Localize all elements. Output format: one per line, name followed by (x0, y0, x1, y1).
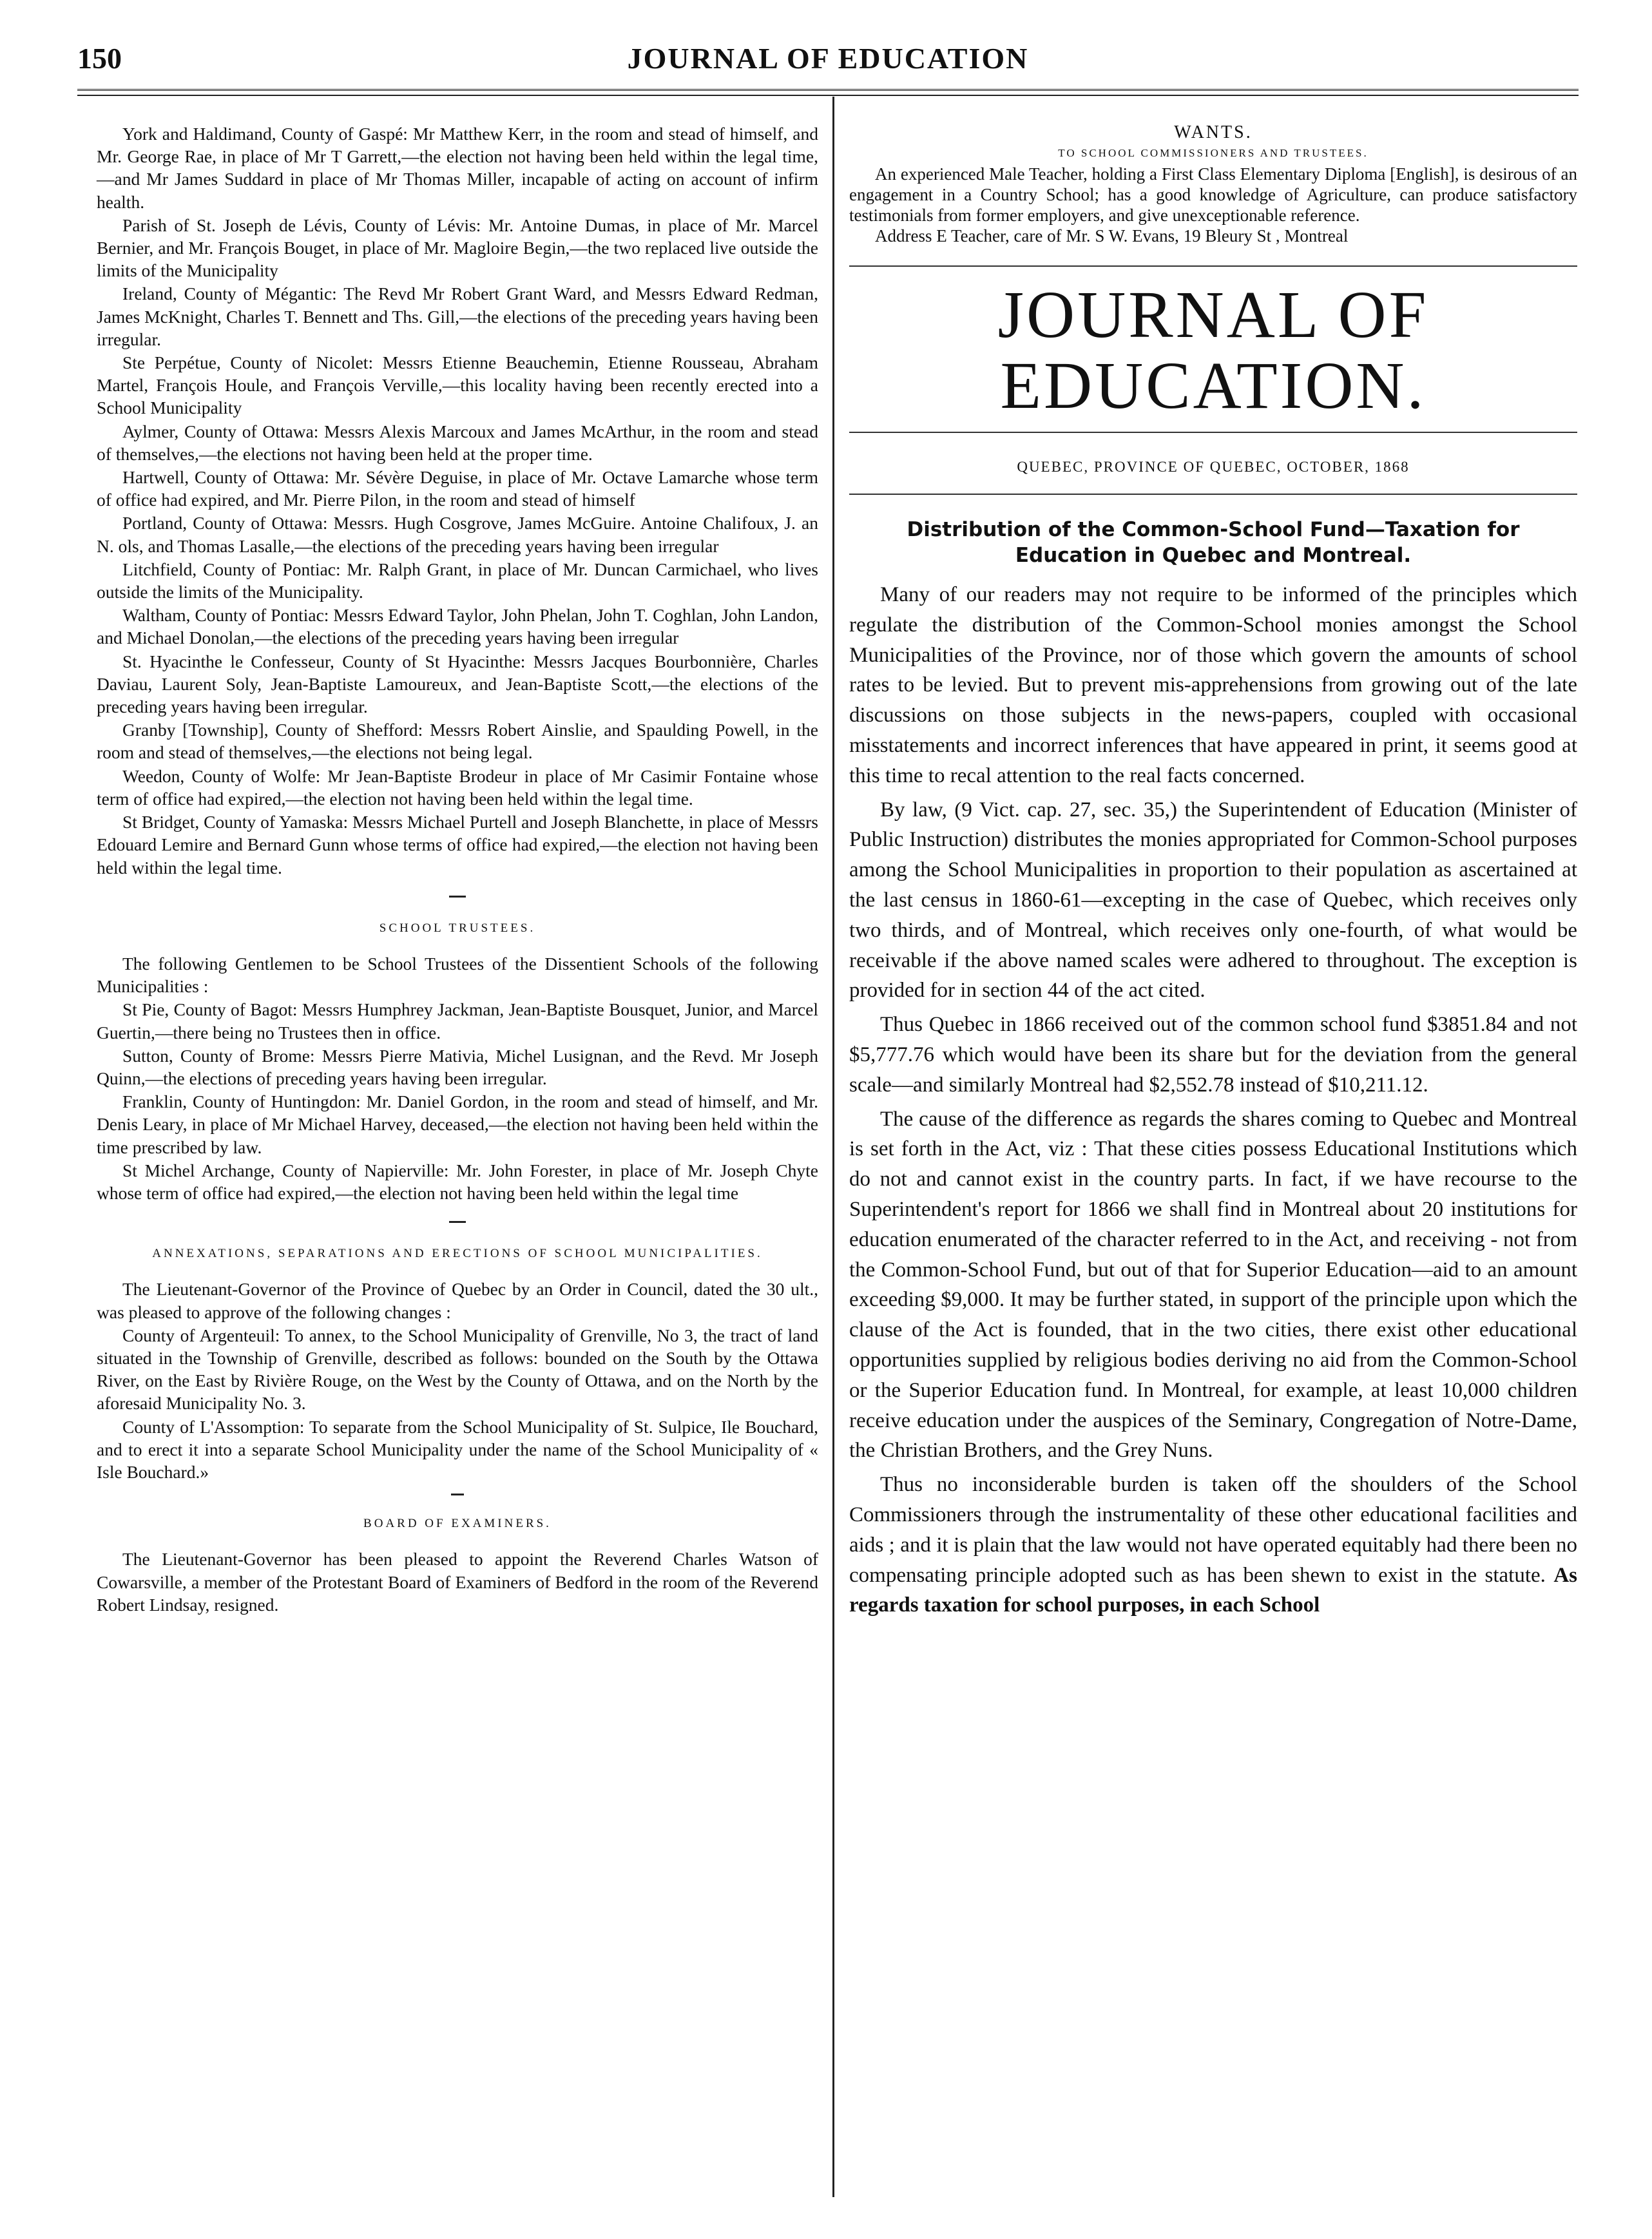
trustees-paragraph: Sutton, County of Brome: Messrs Pierre Mativia, Michel Lusignan, and the Revd. Mr Joseph Quinn,—the elections of preceding years having been irregular. (97, 1045, 818, 1088)
article-closing-bold: As regards taxation for school purposes, in each School (849, 1563, 1578, 1617)
notice-paragraph: Weedon, County of Wolfe: Mr Jean-Baptiste Brodeur in place of Mr Casimir Fontaine whose term of office had expired,—the election not having been held within the legal time. (97, 765, 818, 809)
notice-paragraph: Waltham, County of Pontiac: Messrs Edward Taylor, John Phelan, John T. Coghlan, John Landon, and Michael Donolan,—the elections of the preceding years having been irregular (97, 605, 818, 648)
article-paragraph: By law, (9 Vict. cap. 27, sec. 35,) the Superintendent of Education (Minister of Public Instruction) distributes the monies appropriated for Common-School purposes among the School Municipalities in proportion to their population as ascertained at the last census in 1860-61—excepting in the case of Quebec, which receives only two thirds, and of Montreal, which receives only one-fourth, of what would be receivable if the above named scales were adhered to throughout. The exception is provided for in section 44 of the act cited. (849, 798, 1577, 1003)
wants-title: WANTS. (1174, 122, 1253, 142)
section-separator (449, 896, 466, 898)
examiners-paragraph: The Lieutenant-Governor has been pleased to appoint the Reverend Charles Watson of Cowarsville, a member of the Protestant Board of Examiners of Bedford in the room of the Reverend Robert Lindsay, resigned. (97, 1549, 818, 1615)
notice-paragraph: St. Hyacinthe le Confesseur, County of St Hyacinthe: Messrs Jacques Bourbonnière, Charles Daviau, Laurent Soly, Jean-Baptiste Lamoureux, and Jean-Baptiste Scott,—the elections of the preceding years having been irregular. (97, 651, 818, 717)
notice-paragraph: St Bridget, County of Yamaska: Messrs Michael Purtell and Joseph Blanchette, in place of Messrs Edouard Lemire and Bernard Gunn whose terms of office had expired,—the election not having been held within the legal time. (97, 812, 818, 878)
trustees-paragraph: St Pie, County of Bagot: Messrs Humphrey Jackman, Jean-Baptiste Bousquet, Junior, and Marcel Guertin,—there being no Trustees then in office. (97, 999, 818, 1043)
article-paragraph: The cause of the difference as regards the shares coming to Quebec and Montreal is set forth in the Act, viz : That these cities possess Educational Institutions which do not and cannot exist in the country parts. In fact, if we have recourse to the Superintendent's report for 1866 we shall find in Montreal about 20 institutions for education enumerated of the character referred to in the Act, and receiving - not from the Common-School Fund, but out of that for Superior Education—aid to an amount exceeding $9,000. It may be further stated, in support of the principle upon which the clause of the Act is founded, that in the two cities, there exist other educational opportunities supplied by religious bodies deriving no aid from the Common-School or the Superior Education fund. In Montreal, for example, at least 10,000 children receive education under the auspices of the Seminary, Congregation of Notre-Dame, the Christian Brothers, and the Grey Nuns. (849, 1107, 1577, 1463)
notice-paragraph: Ireland, County of Mégantic: The Revd Mr Robert Grant Ward, and Messrs Edward Redman, James McKnight, Charles T. Bennett and Ths. Gill,—the elections of the preceding years having been irregular. (97, 283, 818, 349)
masthead: JOURNAL OF EDUCATION. (997, 278, 1429, 423)
left-column (97, 122, 818, 1617)
notice-paragraph: Ste Perpétue, County of Nicolet: Messrs Etienne Beauchemin, Etienne Rousseau, Abraham Martel, François Houle, and François Verville,—this locality having been recently erected into a School Municipality (97, 352, 818, 418)
running-title: JOURNAL OF EDUCATION (627, 42, 1029, 75)
page-number: 150 (77, 42, 122, 75)
section-separator (451, 1494, 464, 1495)
trustees-paragraph: St Michel Archange, County of Napierville: Mr. John Forester, in place of Mr. Joseph Chyte whose term of office had expired,—the election not having been held within the legal time (97, 1160, 818, 1203)
annexation-paragraph: The Lieutenant-Governor of the Province of Quebec by an Order in Council, dated the 30 ult., was pleased to approve of the following changes : (97, 1279, 818, 1322)
notice-paragraph: Granby [Township], County of Shefford: Messrs Robert Ainslie, and Spaulding Powell, in the room and stead of themselves,—the elections not being legal. (97, 720, 818, 763)
trustees-paragraph: The following Gentlemen to be School Trustees of the Dissentient Schools of the following Municipalities : (97, 953, 818, 997)
section-heading-annexations: ANNEXATIONS, SEPARATIONS AND ERECTIONS OF SCHOOL MUNICIPALITIES. (152, 1247, 763, 1261)
column-divider (832, 97, 834, 2197)
header-rule (77, 89, 1579, 96)
notice-paragraph: Litchfield, County of Pontiac: Mr. Ralph Grant, in place of Mr. Duncan Carmichael, who lives outside the limits of the Municipality. (97, 559, 818, 602)
annexation-paragraph: County of Argenteuil: To annex, to the School Municipality of Grenville, No 3, the tract of land situated in the Township of Grenville, described as follows: bounded on the South by the Ottawa River, on the East by Rivière Rouge, on the West by the County of Ottawa, and on the North by the aforesaid Municipality No. 3. (97, 1325, 818, 1414)
wants-subtitle: TO SCHOOL COMMISSIONERS AND TRUSTEES. (1058, 147, 1369, 159)
section-heading-school-trustees: SCHOOL TRUSTEES. (379, 921, 536, 935)
notice-paragraph: Parish of St. Joseph de Lévis, County of Lévis: Mr. Antoine Dumas, in place of Mr. Marcel Bernier, and Mr. François Bouget, in place of Mr. Magloire Begin,—the two replaced live outside the limits of the Municipality (97, 215, 818, 281)
article-paragraph: Thus Quebec in 1866 received out of the common school fund $3851.84 and not $5,777.76 which would have been its share but for the deviation from the general scale—and similarly Montreal had $2,552.78 instead of $10,211.12. (849, 1013, 1577, 1097)
trustees-paragraph: Franklin, County of Huntingdon: Mr. Daniel Gordon, in the room and stead of himself, and Mr. Denis Leary, in place of Mr Michael Harvey, deceased,—the election not having been held within the time prescribed by law. (97, 1091, 818, 1157)
article (849, 517, 1577, 1620)
dateline-rule (849, 494, 1577, 495)
wants-address: Address E Teacher, care of Mr. S W. Evans, 19 Bleury St , Montreal (875, 226, 1349, 245)
section-separator (449, 1221, 466, 1223)
notice-paragraph: Portland, County of Ottawa: Messrs. Hugh Cosgrove, James McGuire. Antoine Chalifoux, J. an N. ols, and Thomas Lasalle,—the elections of the preceding years having been irregular (97, 513, 818, 556)
wants-body: An experienced Male Teacher, holding a First Class Elementary Diploma [English], is desirous of an engagement in a Country School; has a good knowledge of Agriculture, can produce satisfactory testimonials from former employers, and give unexceptionable reference. (849, 164, 1577, 225)
dateline: QUEBEC, PROVINCE OF QUEBEC, OCTOBER, 1868 (1017, 459, 1410, 475)
masthead-rule (849, 432, 1577, 433)
wants-rule (849, 265, 1577, 267)
notice-paragraph: York and Haldimand, County of Gaspé: Mr Matthew Kerr, in the room and stead of himself, and Mr. George Rae, in place of Mr T Garrett,—the election not having been held within the legal time,—and Mr James Suddard in place of Mr Thomas Miller, incapable of acting on account of infirm health. (97, 124, 818, 212)
article-paragraph-text: Thus no inconsiderable burden is taken off the shoulders of the School Commissioners through the instrumentality of these other educational facilities and aids ; and it is plain that the law would not have operated equitably had there been no compensating principle adopted such as has been shewn to exist in the statute. (849, 1473, 1577, 1587)
article-paragraph (849, 1470, 1577, 1620)
article-headline: Distribution of the Common-School Fund—Taxation for Education in Quebec and Montreal. (907, 518, 1520, 567)
annexation-paragraph: County of L'Assomption: To separate from the School Municipality of St. Sulpice, Ile Bouchard, and to erect it into a separate School Municipality under the name of the School Municipality of « Isle Bouchard.» (97, 1416, 818, 1482)
page-header (77, 37, 1579, 82)
section-heading-board-of-examiners: BOARD OF EXAMINERS. (363, 1517, 552, 1531)
right-column (849, 122, 1577, 1620)
article-paragraph: Many of our readers may not require to be informed of the principles which regulate the distribution of the Common-School monies amongst the School Municipalities of the Province, nor of those which govern the amounts of school rates to be levied. But to prevent mis-apprehensions from growing out of the late discussions on those subjects in the news-papers, coupled with occasional misstatements and incorrect inferences that have appeared in print, it seems good at this time to recal attention to the real facts concerned. (849, 583, 1577, 787)
notice-paragraph: Aylmer, County of Ottawa: Messrs Alexis Marcoux and James McArthur, in the room and stead of themselves,—the elections not having been held at the proper time. (97, 421, 818, 464)
notice-paragraph: Hartwell, County of Ottawa: Mr. Sévère Deguise, in place of Mr. Octave Lamarche whose term of office had expired, and Mr. Pierre Pilon, in the room and stead of himself (97, 467, 818, 510)
